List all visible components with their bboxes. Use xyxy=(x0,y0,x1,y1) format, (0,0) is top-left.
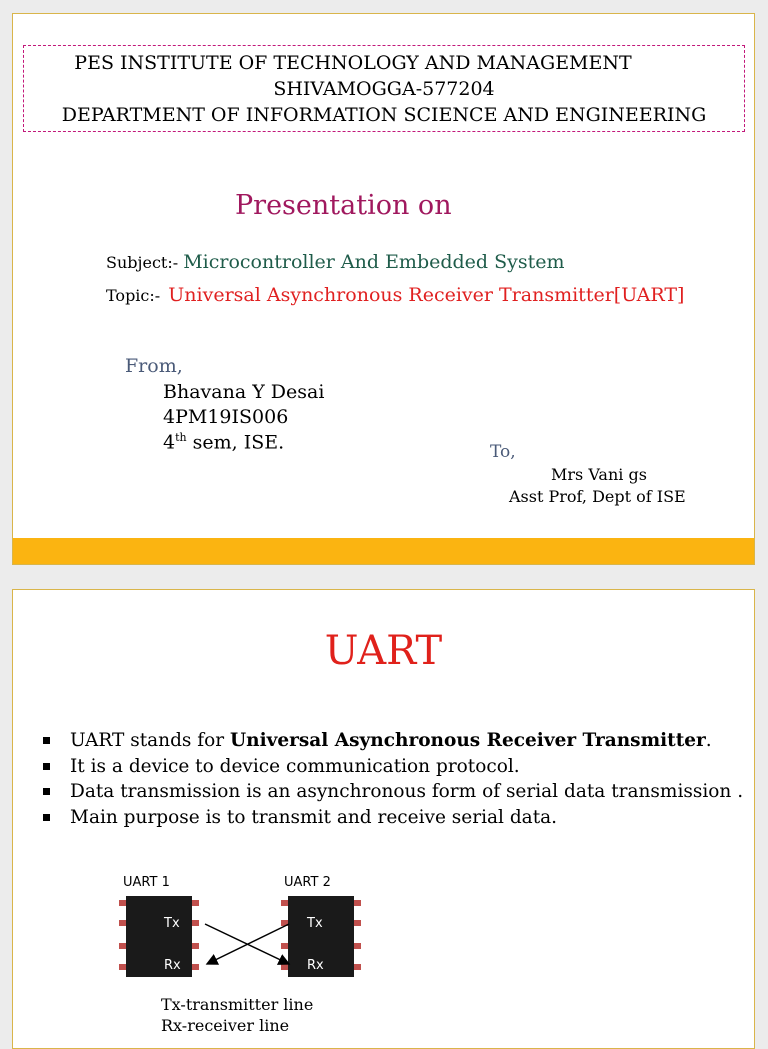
institute-header-box xyxy=(23,45,745,132)
institute-location: SHIVAMOGGA-577204 xyxy=(273,78,495,100)
from-usn: 4PM19IS006 xyxy=(163,406,289,428)
uart-slide xyxy=(12,589,755,1049)
uart2-label: UART 2 xyxy=(284,875,331,890)
rx-caption: Rx-receiver line xyxy=(161,1016,290,1035)
topic-line xyxy=(106,284,684,306)
bullet-icon xyxy=(43,788,50,795)
presentation-on-heading: Presentation on xyxy=(235,190,452,221)
uart2-chip-icon xyxy=(281,896,361,977)
topic-value: Universal Asynchronous Receiver Transmitter[UART] xyxy=(168,284,685,306)
list-item: UART stands for Universal Asynchronous Receiver Transmitter. xyxy=(43,728,743,754)
bullet-icon xyxy=(43,737,50,744)
subject-value: Microcontroller And Embedded System xyxy=(183,251,565,273)
subject-line xyxy=(106,251,565,273)
uart2-rx-label: Rx xyxy=(307,958,324,973)
uart2-tx-label: Tx xyxy=(307,916,323,931)
from-name: Bhavana Y Desai xyxy=(163,381,325,403)
uart-connection-diagram xyxy=(113,870,363,990)
to-label: To, xyxy=(490,442,516,462)
institute-name: PES INSTITUTE OF TECHNOLOGY AND MANAGEMENT xyxy=(74,52,632,74)
subject-label: Subject:- xyxy=(106,253,179,272)
slide-title: UART xyxy=(324,628,443,674)
uart1-chip-icon xyxy=(119,896,199,977)
uart1-tx-label: Tx xyxy=(164,916,180,931)
title-slide xyxy=(12,13,755,565)
orange-footer-bar xyxy=(13,538,754,564)
semester-suffix: th xyxy=(175,431,187,444)
bullet-icon xyxy=(43,763,50,770)
semester-rest: sem, ISE. xyxy=(186,431,285,454)
to-name: Mrs Vani gs xyxy=(551,465,647,484)
bullet-icon xyxy=(43,814,50,821)
list-item: It is a device to device communication protocol. xyxy=(43,754,743,780)
semester-number: 4 xyxy=(163,431,176,454)
to-title: Asst Prof, Dept of ISE xyxy=(509,487,686,506)
from-semester xyxy=(163,431,284,453)
uart1-rx-label: Rx xyxy=(164,958,181,973)
from-label: From, xyxy=(125,355,183,377)
bullet-list xyxy=(43,728,743,830)
list-item: Data transmission is an asynchronous form of serial data transmission . xyxy=(43,779,743,805)
topic-label: Topic:- xyxy=(106,286,161,305)
list-item: Main purpose is to transmit and receive serial data. xyxy=(43,805,743,831)
department-name: DEPARTMENT OF INFORMATION SCIENCE AND ENGINEERING xyxy=(61,104,707,126)
uart-expansion: Universal Asynchronous Receiver Transmitter xyxy=(230,730,706,751)
uart1-label: UART 1 xyxy=(123,875,170,890)
tx-caption: Tx-transmitter line xyxy=(161,995,314,1014)
